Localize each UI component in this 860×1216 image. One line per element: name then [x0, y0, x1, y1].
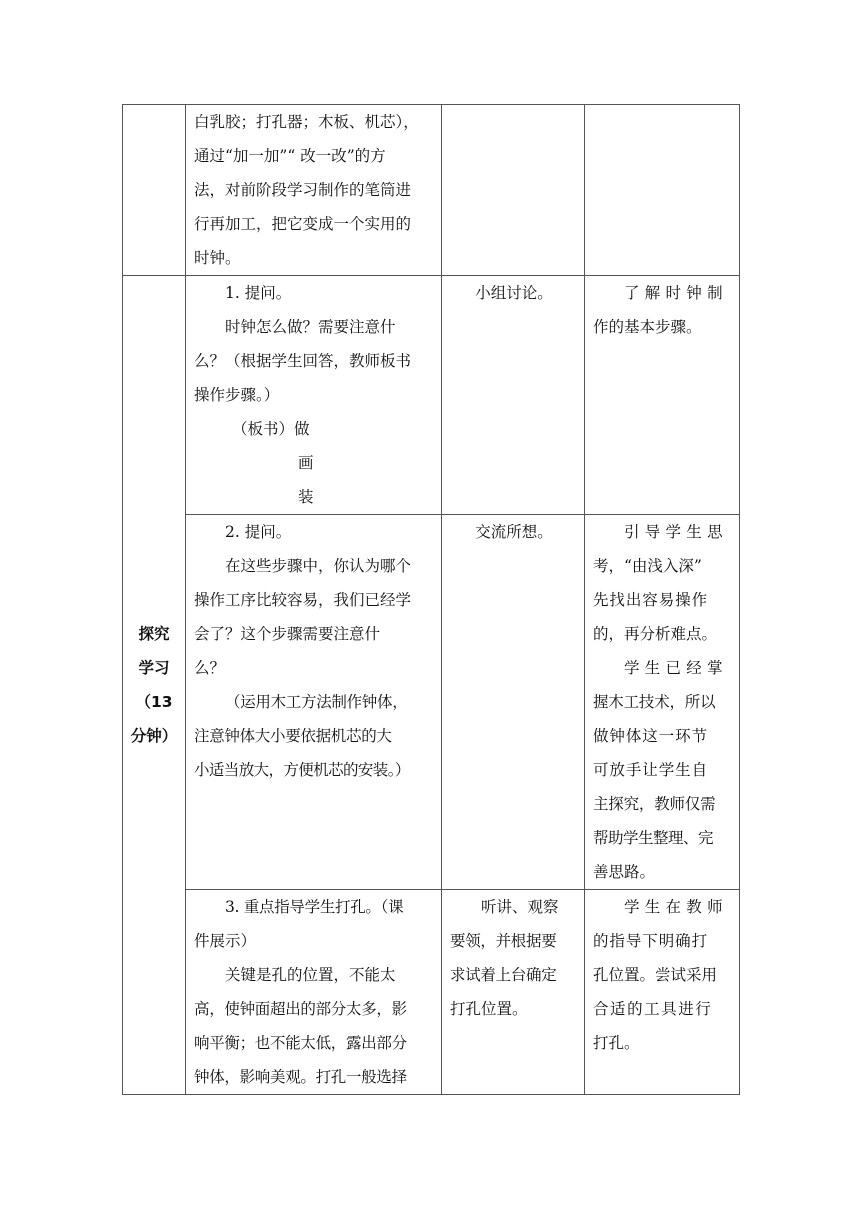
- teacher-activity-step3: [186, 890, 442, 1095]
- step1-question-line: 时钟怎么做？需要注意什: [225, 318, 396, 336]
- step2-question-line: 操作工序比较容易，我们已经学: [194, 591, 412, 609]
- student-line: 听讲、观察: [481, 898, 559, 916]
- student-activity-step1: [442, 276, 585, 515]
- stage-cell-empty: [123, 105, 186, 276]
- student-line: 求试着上台确定: [450, 966, 557, 984]
- step3-body-line: 高，使钟面超出的部分太多，影: [194, 1000, 407, 1018]
- intro-line: 通过“加一加”“ 改一改”的方: [194, 147, 386, 165]
- stage-label-line: 探究: [138, 625, 170, 643]
- intent-line: 帮助学生整理、完: [593, 829, 714, 847]
- table-row-step2: [123, 515, 740, 890]
- intent-line: 孔位置。尝试采用: [593, 966, 718, 984]
- step2-title: 2. 提问。: [225, 523, 292, 541]
- step1-title: 1. 提问。: [225, 284, 292, 302]
- step3-body-line: 钟体，影响美观。打孔一般选择: [194, 1068, 407, 1086]
- stage-label-cell: [123, 276, 186, 1095]
- step3-body-line: 响平衡；也不能太低，露出部分: [194, 1034, 407, 1052]
- student-activity-text: 交流所想。: [475, 523, 553, 541]
- board-label: （板书）做: [232, 420, 310, 438]
- step2-note-line: 注意钟体大小要依据机芯的大: [194, 727, 392, 745]
- step3-title-line: 件展示）: [194, 932, 257, 950]
- board-item: 画: [298, 454, 314, 472]
- intent-line: 的指导下明确打: [593, 932, 709, 950]
- step2-question-line: 么？: [194, 659, 226, 677]
- intro-line: 法，对前阶段学习制作的笔筒进: [194, 181, 412, 199]
- intent-line: 的，再分析难点。: [593, 625, 718, 643]
- intent-line: 学生已经掌: [624, 659, 728, 677]
- student-line: 要领，并根据要: [450, 932, 557, 950]
- table-row-step1: [123, 276, 740, 515]
- student-line: 打孔位置。: [450, 1000, 528, 1018]
- intent-line: 学生在教师: [624, 898, 728, 916]
- design-intent-step2: [585, 515, 740, 890]
- step2-question-line: 会了？这个步骤需要注意什: [194, 625, 381, 643]
- intent-line: 打孔。: [593, 1034, 640, 1052]
- intent-line: 引导学生思: [624, 523, 728, 541]
- step3-body-line: 关键是孔的位置，不能太: [225, 966, 396, 984]
- teacher-activity-intro: [186, 105, 442, 276]
- table-row-intro: [123, 105, 740, 276]
- design-intent-intro: [585, 105, 740, 276]
- intent-line: 握木工技术，所以: [593, 693, 716, 711]
- student-activity-step2: [442, 515, 585, 890]
- lesson-plan-table: [122, 104, 740, 1095]
- table-row-step3: [123, 890, 740, 1095]
- intro-line: 时钟。: [194, 249, 241, 267]
- step2-note-line: 小适当放大，方便机芯的安装。）: [194, 761, 410, 779]
- intro-line: 白乳胶；打孔器；木板、机芯），: [194, 113, 419, 131]
- student-activity-text: 小组讨论。: [475, 284, 553, 302]
- intent-line: 善思路。: [593, 863, 656, 881]
- teacher-activity-step1: [186, 276, 442, 515]
- step2-note-line: （运用木工方法制作钟体，: [225, 693, 408, 711]
- intent-line: 考，“由浅入深”: [593, 557, 702, 575]
- intent-line: 做钟体这一环节: [593, 727, 709, 745]
- stage-label-line: （13: [135, 693, 173, 711]
- student-activity-step3: [442, 890, 585, 1095]
- board-item: 装: [298, 488, 314, 506]
- intro-line: 行再加工，把它变成一个实用的: [194, 215, 412, 233]
- step3-title-line: 3. 重点指导学生打孔。（课: [225, 898, 404, 916]
- intent-line: 作的基本步骤。: [593, 318, 702, 336]
- step1-question-line: 操作步骤。）: [194, 386, 280, 404]
- stage-label-line: 学习: [138, 659, 170, 677]
- design-intent-step3: [585, 890, 740, 1095]
- intent-line: 了解时钟制: [624, 284, 728, 302]
- stage-label-line: 分钟）: [130, 727, 178, 745]
- intent-line: 主探究，教师仅需: [593, 795, 716, 813]
- intent-line: 合适的工具进行: [593, 1000, 713, 1018]
- teacher-activity-step2: [186, 515, 442, 890]
- intent-line: 可放手让学生自: [593, 761, 709, 779]
- intent-line: 先找出容易操作: [593, 591, 709, 609]
- step1-question-line: 么？（根据学生回答，教师板书: [194, 352, 412, 370]
- student-activity-intro: [442, 105, 585, 276]
- design-intent-step1: [585, 276, 740, 515]
- step2-question-line: 在这些步骤中，你认为哪个: [225, 557, 412, 575]
